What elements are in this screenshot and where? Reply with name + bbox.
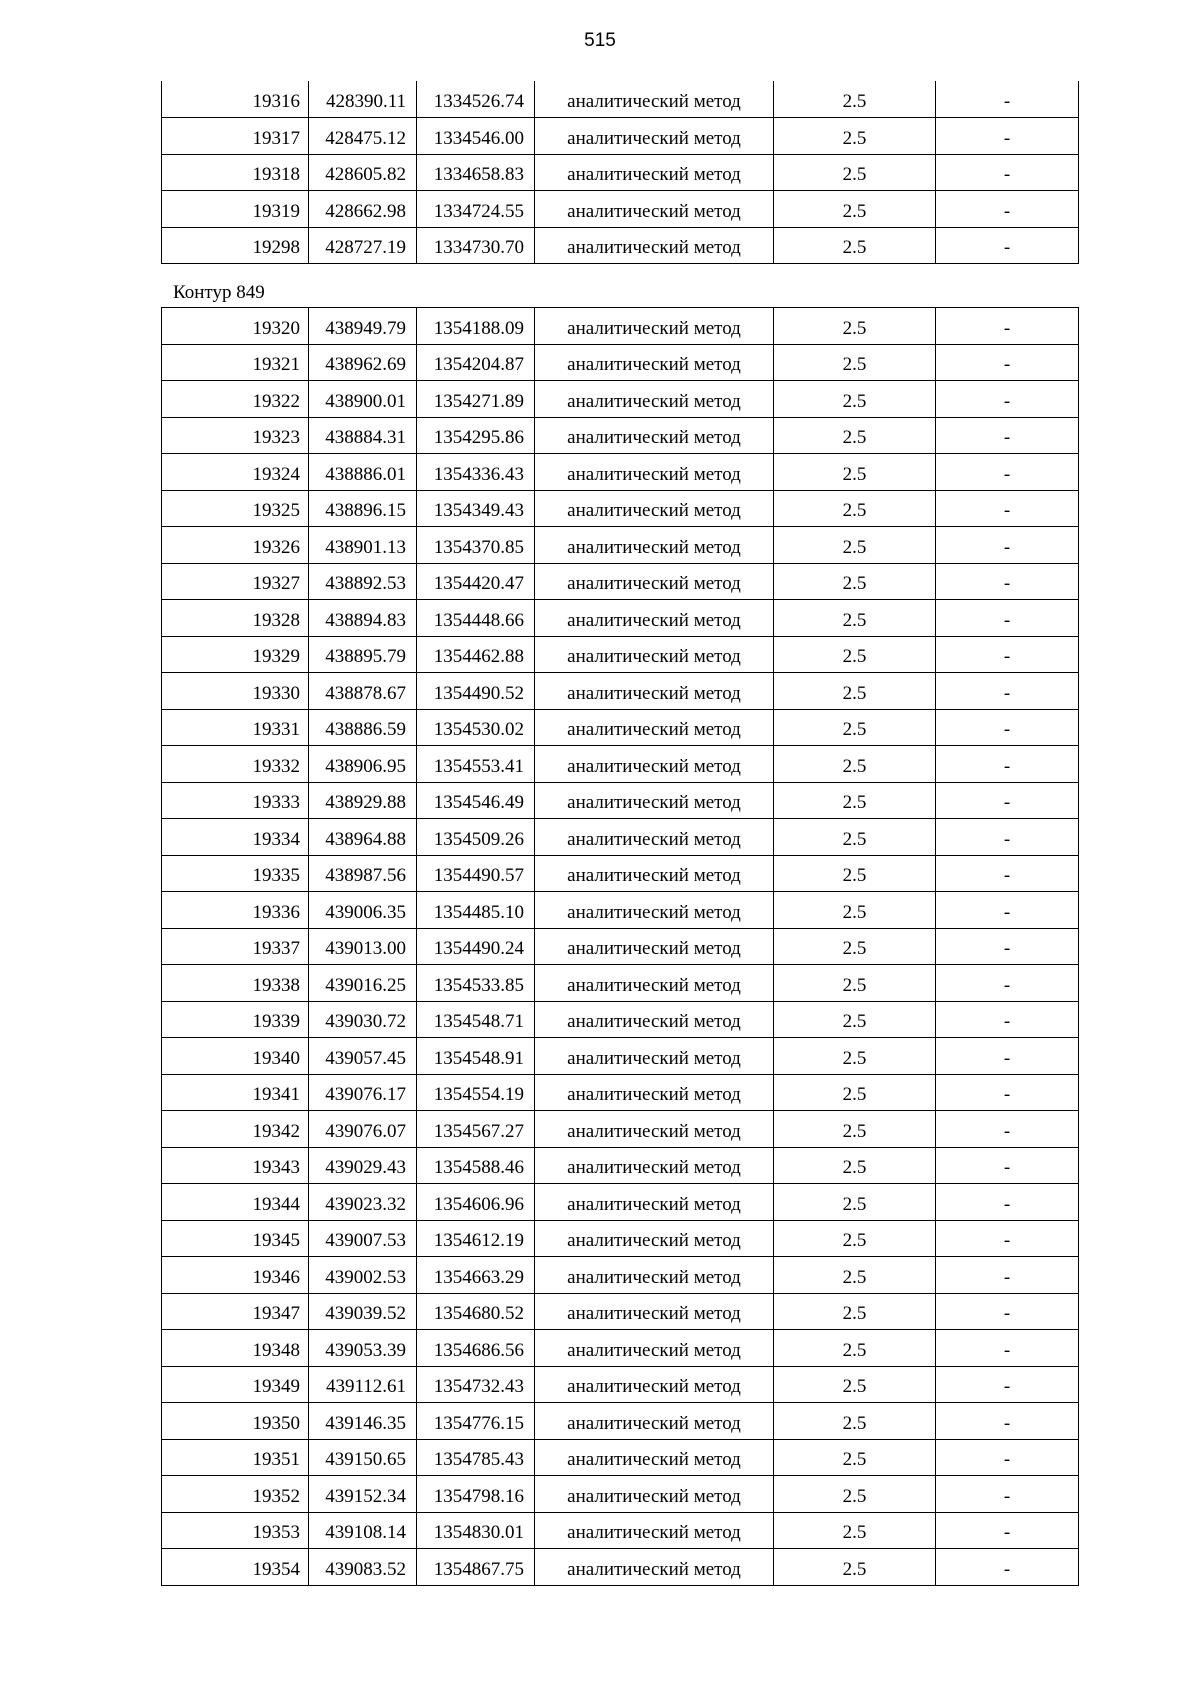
- table-row: [162, 81, 1079, 118]
- x-coordinate-cell: 439006.35: [309, 892, 417, 929]
- table-row: [162, 1001, 1079, 1038]
- table-row: [162, 1257, 1079, 1294]
- table-row: [162, 454, 1079, 491]
- method-cell: аналитический метод: [535, 965, 774, 1002]
- y-coordinate-cell: 1354546.49: [417, 782, 535, 819]
- method-cell: аналитический метод: [535, 746, 774, 783]
- point-number-cell: 19347: [162, 1293, 309, 1330]
- point-number-cell: 19325: [162, 490, 309, 527]
- y-coordinate-cell: 1354548.91: [417, 1038, 535, 1075]
- x-coordinate-cell: 438949.79: [309, 308, 417, 345]
- method-cell: аналитический метод: [535, 1366, 774, 1403]
- table-row: [162, 344, 1079, 381]
- point-number-cell: 19339: [162, 1001, 309, 1038]
- table-row: [162, 855, 1079, 892]
- point-number-cell: 19318: [162, 154, 309, 191]
- y-coordinate-cell: 1354188.09: [417, 308, 535, 345]
- point-number-cell: 19354: [162, 1549, 309, 1586]
- y-coordinate-cell: 1354420.47: [417, 563, 535, 600]
- table-row: [162, 819, 1079, 856]
- table-row: [162, 1403, 1079, 1440]
- method-cell: аналитический метод: [535, 1512, 774, 1549]
- description-cell: -: [936, 1111, 1079, 1148]
- table-row: [162, 1366, 1079, 1403]
- accuracy-cell: 2.5: [774, 892, 936, 929]
- method-cell: аналитический метод: [535, 1403, 774, 1440]
- method-cell: аналитический метод: [535, 1257, 774, 1294]
- y-coordinate-cell: 1354295.86: [417, 417, 535, 454]
- point-number-cell: 19331: [162, 709, 309, 746]
- point-number-cell: 19345: [162, 1220, 309, 1257]
- description-cell: -: [936, 1038, 1079, 1075]
- y-coordinate-cell: 1334658.83: [417, 154, 535, 191]
- y-coordinate-cell: 1354271.89: [417, 381, 535, 418]
- y-coordinate-cell: 1354530.02: [417, 709, 535, 746]
- method-cell: аналитический метод: [535, 1038, 774, 1075]
- y-coordinate-cell: 1354509.26: [417, 819, 535, 856]
- accuracy-cell: 2.5: [774, 636, 936, 673]
- contour-label: Контур 849: [173, 282, 265, 303]
- y-coordinate-cell: 1354553.41: [417, 746, 535, 783]
- x-coordinate-cell: 438929.88: [309, 782, 417, 819]
- accuracy-cell: 2.5: [774, 490, 936, 527]
- method-cell: аналитический метод: [535, 709, 774, 746]
- method-cell: аналитический метод: [535, 673, 774, 710]
- accuracy-cell: 2.5: [774, 600, 936, 637]
- x-coordinate-cell: 439007.53: [309, 1220, 417, 1257]
- point-number-cell: 19298: [162, 227, 309, 264]
- description-cell: -: [936, 154, 1079, 191]
- table-row: [162, 1439, 1079, 1476]
- point-number-cell: 19350: [162, 1403, 309, 1440]
- method-cell: аналитический метод: [535, 417, 774, 454]
- description-cell: -: [936, 1366, 1079, 1403]
- accuracy-cell: 2.5: [774, 1038, 936, 1075]
- description-cell: -: [936, 819, 1079, 856]
- accuracy-cell: 2.5: [774, 928, 936, 965]
- y-coordinate-cell: 1354588.46: [417, 1147, 535, 1184]
- table-row: [162, 636, 1079, 673]
- x-coordinate-cell: 438878.67: [309, 673, 417, 710]
- y-coordinate-cell: 1354830.01: [417, 1512, 535, 1549]
- y-coordinate-cell: 1354490.52: [417, 673, 535, 710]
- x-coordinate-cell: 438896.15: [309, 490, 417, 527]
- method-cell: аналитический метод: [535, 600, 774, 637]
- point-number-cell: 19319: [162, 191, 309, 228]
- method-cell: аналитический метод: [535, 191, 774, 228]
- x-coordinate-cell: 438964.88: [309, 819, 417, 856]
- accuracy-cell: 2.5: [774, 1293, 936, 1330]
- table-row: [162, 673, 1079, 710]
- table-row: [162, 527, 1079, 564]
- x-coordinate-cell: 439053.39: [309, 1330, 417, 1367]
- accuracy-cell: 2.5: [774, 1330, 936, 1367]
- point-number-cell: 19328: [162, 600, 309, 637]
- method-cell: аналитический метод: [535, 227, 774, 264]
- x-coordinate-cell: 438886.01: [309, 454, 417, 491]
- y-coordinate-cell: 1354867.75: [417, 1549, 535, 1586]
- point-number-cell: 19329: [162, 636, 309, 673]
- description-cell: -: [936, 118, 1079, 155]
- y-coordinate-cell: 1354490.57: [417, 855, 535, 892]
- y-coordinate-cell: 1354554.19: [417, 1074, 535, 1111]
- point-number-cell: 19346: [162, 1257, 309, 1294]
- x-coordinate-cell: 439057.45: [309, 1038, 417, 1075]
- page-number: 515: [584, 30, 616, 51]
- description-cell: -: [936, 527, 1079, 564]
- y-coordinate-cell: 1354612.19: [417, 1220, 535, 1257]
- point-number-cell: 19333: [162, 782, 309, 819]
- accuracy-cell: 2.5: [774, 1439, 936, 1476]
- point-number-cell: 19340: [162, 1038, 309, 1075]
- description-cell: -: [936, 381, 1079, 418]
- method-cell: аналитический метод: [535, 1549, 774, 1586]
- point-number-cell: 19335: [162, 855, 309, 892]
- x-coordinate-cell: 438886.59: [309, 709, 417, 746]
- y-coordinate-cell: 1334526.74: [417, 81, 535, 118]
- y-coordinate-cell: 1354785.43: [417, 1439, 535, 1476]
- x-coordinate-cell: 439083.52: [309, 1549, 417, 1586]
- description-cell: -: [936, 782, 1079, 819]
- x-coordinate-cell: 428605.82: [309, 154, 417, 191]
- x-coordinate-cell: 439146.35: [309, 1403, 417, 1440]
- point-number-cell: 19320: [162, 308, 309, 345]
- method-cell: аналитический метод: [535, 1147, 774, 1184]
- accuracy-cell: 2.5: [774, 1257, 936, 1294]
- accuracy-cell: 2.5: [774, 1403, 936, 1440]
- method-cell: аналитический метод: [535, 1330, 774, 1367]
- point-number-cell: 19336: [162, 892, 309, 929]
- table-row: [162, 1038, 1079, 1075]
- coordinates-table-continued: [161, 81, 1079, 264]
- point-number-cell: 19348: [162, 1330, 309, 1367]
- x-coordinate-cell: 439013.00: [309, 928, 417, 965]
- description-cell: -: [936, 1512, 1079, 1549]
- y-coordinate-cell: 1354462.88: [417, 636, 535, 673]
- description-cell: -: [936, 81, 1079, 118]
- point-number-cell: 19352: [162, 1476, 309, 1513]
- x-coordinate-cell: 438987.56: [309, 855, 417, 892]
- table-row: [162, 490, 1079, 527]
- x-coordinate-cell: 438900.01: [309, 381, 417, 418]
- x-coordinate-cell: 438894.83: [309, 600, 417, 637]
- description-cell: -: [936, 490, 1079, 527]
- method-cell: аналитический метод: [535, 855, 774, 892]
- y-coordinate-cell: 1354798.16: [417, 1476, 535, 1513]
- table-row: [162, 308, 1079, 345]
- table-row: [162, 227, 1079, 264]
- accuracy-cell: 2.5: [774, 1074, 936, 1111]
- method-cell: аналитический метод: [535, 563, 774, 600]
- y-coordinate-cell: 1354336.43: [417, 454, 535, 491]
- point-number-cell: 19341: [162, 1074, 309, 1111]
- point-number-cell: 19349: [162, 1366, 309, 1403]
- description-cell: -: [936, 928, 1079, 965]
- table-row: [162, 563, 1079, 600]
- description-cell: -: [936, 1001, 1079, 1038]
- table-row: [162, 1111, 1079, 1148]
- x-coordinate-cell: 439108.14: [309, 1512, 417, 1549]
- table-row: [162, 1330, 1079, 1367]
- point-number-cell: 19332: [162, 746, 309, 783]
- accuracy-cell: 2.5: [774, 1512, 936, 1549]
- y-coordinate-cell: 1354490.24: [417, 928, 535, 965]
- coordinates-table-contour: [161, 307, 1079, 1586]
- point-number-cell: 19342: [162, 1111, 309, 1148]
- y-coordinate-cell: 1354776.15: [417, 1403, 535, 1440]
- description-cell: -: [936, 227, 1079, 264]
- accuracy-cell: 2.5: [774, 1549, 936, 1586]
- x-coordinate-cell: 439152.34: [309, 1476, 417, 1513]
- table-row: [162, 1549, 1079, 1586]
- table-row: [162, 417, 1079, 454]
- accuracy-cell: 2.5: [774, 1220, 936, 1257]
- accuracy-cell: 2.5: [774, 782, 936, 819]
- method-cell: аналитический метод: [535, 892, 774, 929]
- point-number-cell: 19343: [162, 1147, 309, 1184]
- y-coordinate-cell: 1354533.85: [417, 965, 535, 1002]
- method-cell: аналитический метод: [535, 1439, 774, 1476]
- accuracy-cell: 2.5: [774, 965, 936, 1002]
- point-number-cell: 19330: [162, 673, 309, 710]
- method-cell: аналитический метод: [535, 819, 774, 856]
- accuracy-cell: 2.5: [774, 673, 936, 710]
- accuracy-cell: 2.5: [774, 154, 936, 191]
- y-coordinate-cell: 1354485.10: [417, 892, 535, 929]
- x-coordinate-cell: 439076.07: [309, 1111, 417, 1148]
- description-cell: -: [936, 191, 1079, 228]
- x-coordinate-cell: 438906.95: [309, 746, 417, 783]
- description-cell: -: [936, 965, 1079, 1002]
- table-row: [162, 928, 1079, 965]
- y-coordinate-cell: 1334730.70: [417, 227, 535, 264]
- y-coordinate-cell: 1354567.27: [417, 1111, 535, 1148]
- y-coordinate-cell: 1354732.43: [417, 1366, 535, 1403]
- x-coordinate-cell: 439002.53: [309, 1257, 417, 1294]
- point-number-cell: 19338: [162, 965, 309, 1002]
- description-cell: -: [936, 344, 1079, 381]
- point-number-cell: 19337: [162, 928, 309, 965]
- method-cell: аналитический метод: [535, 1001, 774, 1038]
- point-number-cell: 19316: [162, 81, 309, 118]
- method-cell: аналитический метод: [535, 454, 774, 491]
- accuracy-cell: 2.5: [774, 1147, 936, 1184]
- description-cell: -: [936, 417, 1079, 454]
- description-cell: -: [936, 673, 1079, 710]
- y-coordinate-cell: 1354370.85: [417, 527, 535, 564]
- method-cell: аналитический метод: [535, 118, 774, 155]
- x-coordinate-cell: 439016.25: [309, 965, 417, 1002]
- table-row: [162, 1220, 1079, 1257]
- method-cell: аналитический метод: [535, 490, 774, 527]
- x-coordinate-cell: 439112.61: [309, 1366, 417, 1403]
- method-cell: аналитический метод: [535, 81, 774, 118]
- table-row: [162, 1512, 1079, 1549]
- accuracy-cell: 2.5: [774, 1184, 936, 1221]
- point-number-cell: 19317: [162, 118, 309, 155]
- x-coordinate-cell: 438884.31: [309, 417, 417, 454]
- x-coordinate-cell: 439039.52: [309, 1293, 417, 1330]
- method-cell: аналитический метод: [535, 782, 774, 819]
- table-row: [162, 191, 1079, 228]
- x-coordinate-cell: 438895.79: [309, 636, 417, 673]
- table-row: [162, 1184, 1079, 1221]
- y-coordinate-cell: 1354204.87: [417, 344, 535, 381]
- x-coordinate-cell: 439076.17: [309, 1074, 417, 1111]
- description-cell: -: [936, 1549, 1079, 1586]
- table-row: [162, 709, 1079, 746]
- description-cell: -: [936, 454, 1079, 491]
- accuracy-cell: 2.5: [774, 344, 936, 381]
- table-row: [162, 1293, 1079, 1330]
- description-cell: -: [936, 1293, 1079, 1330]
- point-number-cell: 19334: [162, 819, 309, 856]
- table-row: [162, 118, 1079, 155]
- table-row: [162, 1147, 1079, 1184]
- description-cell: -: [936, 600, 1079, 637]
- point-number-cell: 19351: [162, 1439, 309, 1476]
- table-row: [162, 746, 1079, 783]
- method-cell: аналитический метод: [535, 1184, 774, 1221]
- description-cell: -: [936, 1147, 1079, 1184]
- table-row: [162, 154, 1079, 191]
- description-cell: -: [936, 855, 1079, 892]
- y-coordinate-cell: 1354349.43: [417, 490, 535, 527]
- y-coordinate-cell: 1354606.96: [417, 1184, 535, 1221]
- point-number-cell: 19323: [162, 417, 309, 454]
- method-cell: аналитический метод: [535, 636, 774, 673]
- point-number-cell: 19321: [162, 344, 309, 381]
- accuracy-cell: 2.5: [774, 819, 936, 856]
- x-coordinate-cell: 428475.12: [309, 118, 417, 155]
- method-cell: аналитический метод: [535, 1476, 774, 1513]
- accuracy-cell: 2.5: [774, 709, 936, 746]
- method-cell: аналитический метод: [535, 308, 774, 345]
- description-cell: -: [936, 892, 1079, 929]
- method-cell: аналитический метод: [535, 1111, 774, 1148]
- x-coordinate-cell: 439023.32: [309, 1184, 417, 1221]
- point-number-cell: 19322: [162, 381, 309, 418]
- method-cell: аналитический метод: [535, 1293, 774, 1330]
- y-coordinate-cell: 1354663.29: [417, 1257, 535, 1294]
- x-coordinate-cell: 428390.11: [309, 81, 417, 118]
- point-number-cell: 19353: [162, 1512, 309, 1549]
- x-coordinate-cell: 439030.72: [309, 1001, 417, 1038]
- y-coordinate-cell: 1354548.71: [417, 1001, 535, 1038]
- table-row: [162, 381, 1079, 418]
- description-cell: -: [936, 746, 1079, 783]
- x-coordinate-cell: 428727.19: [309, 227, 417, 264]
- description-cell: -: [936, 636, 1079, 673]
- accuracy-cell: 2.5: [774, 417, 936, 454]
- description-cell: -: [936, 709, 1079, 746]
- table-row: [162, 1074, 1079, 1111]
- accuracy-cell: 2.5: [774, 527, 936, 564]
- description-cell: -: [936, 1439, 1079, 1476]
- description-cell: -: [936, 563, 1079, 600]
- method-cell: аналитический метод: [535, 154, 774, 191]
- method-cell: аналитический метод: [535, 381, 774, 418]
- method-cell: аналитический метод: [535, 344, 774, 381]
- description-cell: -: [936, 308, 1079, 345]
- accuracy-cell: 2.5: [774, 1111, 936, 1148]
- y-coordinate-cell: 1354680.52: [417, 1293, 535, 1330]
- table-row: [162, 782, 1079, 819]
- description-cell: -: [936, 1220, 1079, 1257]
- table-row: [162, 600, 1079, 637]
- y-coordinate-cell: 1334546.00: [417, 118, 535, 155]
- table-row: [162, 965, 1079, 1002]
- y-coordinate-cell: 1354686.56: [417, 1330, 535, 1367]
- description-cell: -: [936, 1476, 1079, 1513]
- description-cell: -: [936, 1074, 1079, 1111]
- description-cell: -: [936, 1330, 1079, 1367]
- table-row: [162, 1476, 1079, 1513]
- x-coordinate-cell: 439150.65: [309, 1439, 417, 1476]
- method-cell: аналитический метод: [535, 928, 774, 965]
- accuracy-cell: 2.5: [774, 381, 936, 418]
- accuracy-cell: 2.5: [774, 746, 936, 783]
- y-coordinate-cell: 1354448.66: [417, 600, 535, 637]
- description-cell: -: [936, 1184, 1079, 1221]
- point-number-cell: 19327: [162, 563, 309, 600]
- x-coordinate-cell: 438901.13: [309, 527, 417, 564]
- accuracy-cell: 2.5: [774, 1001, 936, 1038]
- accuracy-cell: 2.5: [774, 563, 936, 600]
- point-number-cell: 19344: [162, 1184, 309, 1221]
- x-coordinate-cell: 438962.69: [309, 344, 417, 381]
- accuracy-cell: 2.5: [774, 454, 936, 491]
- x-coordinate-cell: 439029.43: [309, 1147, 417, 1184]
- x-coordinate-cell: 438892.53: [309, 563, 417, 600]
- table-row: [162, 892, 1079, 929]
- accuracy-cell: 2.5: [774, 118, 936, 155]
- method-cell: аналитический метод: [535, 1074, 774, 1111]
- point-number-cell: 19326: [162, 527, 309, 564]
- accuracy-cell: 2.5: [774, 855, 936, 892]
- accuracy-cell: 2.5: [774, 227, 936, 264]
- accuracy-cell: 2.5: [774, 1476, 936, 1513]
- y-coordinate-cell: 1334724.55: [417, 191, 535, 228]
- accuracy-cell: 2.5: [774, 81, 936, 118]
- method-cell: аналитический метод: [535, 527, 774, 564]
- method-cell: аналитический метод: [535, 1220, 774, 1257]
- accuracy-cell: 2.5: [774, 1366, 936, 1403]
- x-coordinate-cell: 428662.98: [309, 191, 417, 228]
- accuracy-cell: 2.5: [774, 308, 936, 345]
- accuracy-cell: 2.5: [774, 191, 936, 228]
- point-number-cell: 19324: [162, 454, 309, 491]
- description-cell: -: [936, 1257, 1079, 1294]
- description-cell: -: [936, 1403, 1079, 1440]
